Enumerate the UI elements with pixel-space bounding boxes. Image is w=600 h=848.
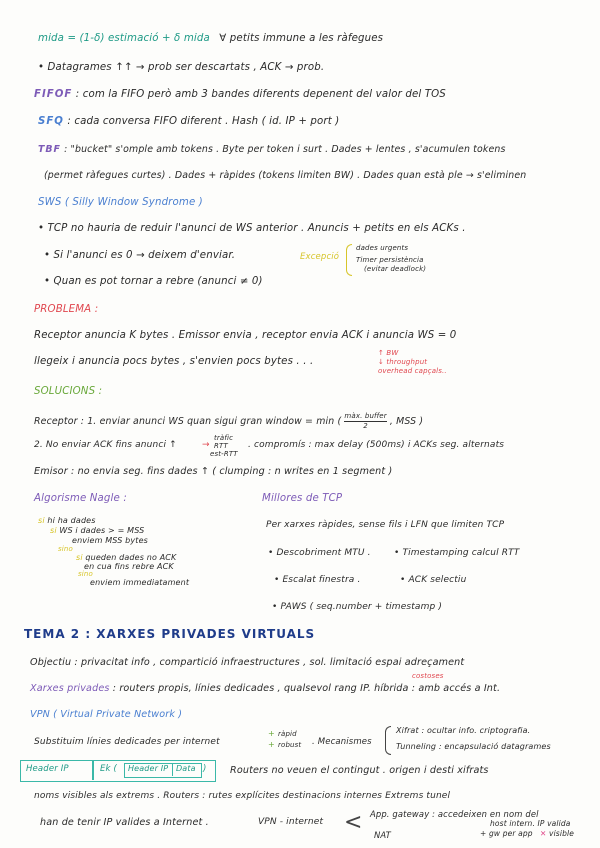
millores-intro: Per xarxes ràpides, sense fils i LFN que limiten TCP <box>266 520 505 530</box>
substituim-line: Substituim línies dedicades per internet <box>34 737 220 747</box>
packet-divider <box>92 760 94 780</box>
vpn-internet-label: VPN - internet <box>258 817 324 827</box>
mecanisme-xifrat: Xifrat : ocultar info. criptografia. <box>396 726 531 735</box>
xarxes-privades-text: : routers propis, línies dedicades , qualsevol rang IP. híbrida : amb accés a Int. <box>112 683 501 694</box>
solucio-2-compromis: . compromís : max delay (500ms) i ACKs seg. alternats <box>248 440 505 450</box>
solucio-2-est-rtt: est-RTT <box>210 450 238 458</box>
fifof-text: : com la FIFO però amb 3 bandes diferents depenent del valor del TOS <box>75 89 446 100</box>
problema-line-2: llegeix i anuncia pocs bytes , s'envien pocs bytes . . . <box>34 356 314 367</box>
app-gateway-gw: + gw per app <box>480 829 533 838</box>
nagle-si-3: si <box>76 553 83 562</box>
app-gateway-host: host intern. IP valida <box>490 819 571 828</box>
rapid-label: ràpid <box>278 730 297 738</box>
excepcio-item-3: (evitar deadlock) <box>364 265 427 273</box>
objectiu-line: Objectiu : privacitat info , compartició infraestructures , sol. limitació espai adreçament <box>30 657 465 668</box>
nagle-sino-1: sino <box>58 545 73 553</box>
sfq-label: SFQ <box>38 116 64 127</box>
nagle-text-1: hi ha dades <box>47 516 96 525</box>
mida-formula-text: mida = (1-δ) estimació + δ mida <box>38 33 210 44</box>
xarxes-privades-label: Xarxes privades <box>30 683 110 694</box>
millora-ack: • ACK selectiu <box>400 575 467 585</box>
solucio-2-rtt: RTT <box>214 442 228 450</box>
sfq-line <box>38 116 339 127</box>
nagle-si-1: si <box>38 516 45 525</box>
sws-point-1: • TCP no hauria de reduir l'anunci de WS anterior . Anuncis + petits en els ACKs . <box>38 223 466 234</box>
excepcio-item-2: Timer persistència <box>356 256 424 264</box>
plus-rapid: + <box>268 729 275 738</box>
nagle-text-5: en cua fins rebre ACK <box>84 562 174 571</box>
header-ip-label: Header IP <box>26 764 69 774</box>
tbf-text: : "bucket" s'omple amb tokens . Byte per token i surt . Dades + lentes , s'acumulen tokens <box>64 144 506 155</box>
ek-close: ) <box>203 764 207 774</box>
solucio-1-end: , MSS ) <box>389 416 424 427</box>
excepcio-label: Excepció <box>300 252 340 262</box>
excepcio-brace <box>346 244 352 276</box>
solucio-1-text: Receptor : 1. enviar anunci WS quan sigui gran window = min ( <box>34 416 342 427</box>
sws-point-2: • Si l'anunci es 0 → deixem d'enviar. <box>44 250 236 261</box>
tbf-line <box>38 144 506 155</box>
vpn-internet-bracket: < <box>344 810 363 835</box>
problema-bw: ↑ BW <box>378 349 399 357</box>
nagle-text-2: WS i dades > = MSS <box>59 526 145 535</box>
fifof-line <box>34 89 446 100</box>
fifof-label: FIFOF <box>34 89 73 100</box>
nagle-line-4 <box>76 553 176 562</box>
tbf-label: TBF <box>38 144 61 155</box>
millora-escalat: • Escalat finestra . <box>274 575 361 585</box>
mecanismes-brace <box>385 726 391 755</box>
solucio-2: 2. No enviar ACK fins anunci ↑ <box>34 440 177 450</box>
nagle-text-6: enviem immediatament <box>90 578 190 587</box>
noms-line: noms visibles als extrems . Routers : rutes explícites destinacions internes Extrems tunel <box>34 791 451 801</box>
nagle-line-2 <box>50 526 144 535</box>
solucio-2-arrow: → <box>202 440 210 450</box>
nagle-title: Algorisme Nagle : <box>34 493 127 504</box>
tema2-title: TEMA 2 : XARXES PRIVADES VIRTUALS <box>24 627 316 641</box>
solucio-1 <box>34 412 423 431</box>
mida-formula <box>38 33 383 44</box>
ek-label: Ek ( <box>100 764 117 774</box>
solucio-3: Emisor : no envia seg. fins dades ↑ ( clumping : n writes en 1 segment ) <box>34 466 393 477</box>
vpn-title: VPN ( Virtual Private Network ) <box>30 709 183 720</box>
sws-point-3: • Quan es pot tornar a rebre (anunci ≠ 0) <box>44 276 263 287</box>
mecanismes-label: . Mecanismes <box>312 737 372 747</box>
nagle-text-4: queden dades no ACK <box>85 553 177 562</box>
millores-title: Millores de TCP <box>262 493 343 504</box>
visible-note: ✕ visible <box>540 829 575 838</box>
problema-heading: PROBLEMA : <box>34 304 99 315</box>
xarxes-privades-line <box>30 683 500 694</box>
millora-mtu: • Descobriment MTU . <box>268 548 371 558</box>
mida-note: ∀ petits immune a les ràfegues <box>219 33 384 44</box>
problema-overhead: overhead capçals.. <box>378 367 447 375</box>
ip-valides-line: han de tenir IP valides a Internet . <box>40 817 209 828</box>
routers-line: Routers no veuen el contingut . origen i desti xifrats <box>230 765 489 776</box>
fraction-numerator: màx. buffer <box>344 412 387 420</box>
problema-line-1: Receptor anuncia K bytes . Emissor envia , receptor envia ACK i anuncia WS = 0 <box>34 330 457 341</box>
solucio-2-trafic: tràfic <box>214 434 234 442</box>
visible-text: visible <box>548 829 575 838</box>
nagle-sino-2: sino <box>78 570 93 578</box>
nagle-text-3: enviem MSS bytes <box>72 536 148 545</box>
inner-divider <box>172 763 173 776</box>
millora-paws: • PAWS ( seq.number + timestamp ) <box>272 602 443 612</box>
costoses-note: costoses <box>412 672 444 680</box>
problema-throughput: ↓ throughput <box>378 358 428 366</box>
tbf-text-2: (permet ràfegues curtes) . Dades + ràpides (tokens limiten BW) . Dades quan està ple → s'eliminen <box>44 170 527 181</box>
datagrames-line: • Datagrames ↑↑ → prob ser descartats , ACK → prob. <box>38 62 325 73</box>
plus-robust: + <box>268 740 275 749</box>
sfq-text: : cada conversa FIFO diferent . Hash ( id. IP + port ) <box>67 116 340 127</box>
app-gateway-line: App. gateway : accedeixen en nom del <box>370 809 539 819</box>
nat-label: NAT <box>374 830 391 840</box>
inner-header-ip: Header IP <box>128 764 169 773</box>
millora-timestamping: • Timestamping calcul RTT <box>394 548 520 558</box>
robust-label: robust <box>278 741 302 749</box>
fraction-denominator: 2 <box>363 422 368 430</box>
solucions-heading: SOLUCIONS : <box>34 386 103 397</box>
excepcio-item-1: dades urgents <box>356 244 409 252</box>
mecanisme-tunneling: Tunneling : encapsulació datagrames <box>396 742 551 751</box>
sws-title: SWS ( Silly Window Syndrome ) <box>38 197 203 208</box>
nagle-line-1 <box>38 516 96 525</box>
nagle-si-2: si <box>50 526 57 535</box>
inner-data: Data <box>176 764 196 773</box>
